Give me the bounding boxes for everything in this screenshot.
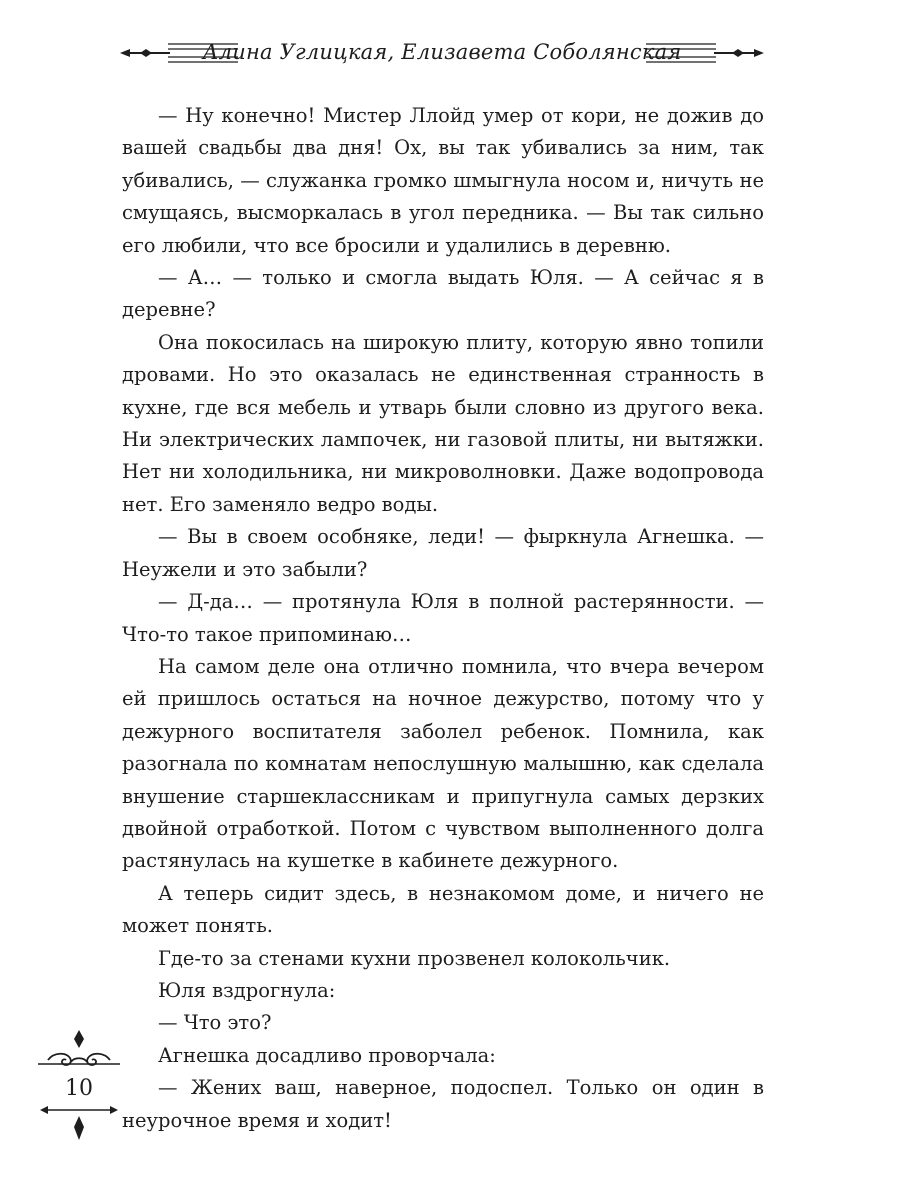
running-title: Алина Углицкая, Елизавета Соболянская (202, 40, 682, 64)
paragraph: — А… — только и смогла выдать Юля. — А сейчас я в деревне? (122, 266, 764, 322)
running-header (118, 30, 766, 78)
paragraph: Она покосилась на широкую плиту, которую явно топили дровами. Но это оказалась не единственная странность в кухне, где вся мебель и утварь были словно из другого века. Ни электрических лампочек, ни газовой плиты, ни вытяжки. Нет ни холодильника, ни микроволновки. Даже водопровода нет. Его заменяло ведро воды. (122, 330, 764, 516)
paragraph: — Что это? (158, 1011, 272, 1035)
paragraph: Агнешка досадливо проворчала: (158, 1043, 496, 1067)
paragraph: — Ну конечно! Мистер Ллойд умер от кори, не дожив до вашей свадьбы два дня! Ох, вы так убивались за ним, так убивались, — служанка громко шмыгнула носом и, ничуть не смущаясь, высморкалась в угол передника. — Вы так сильно его любили, что все бросили и удалились в деревню. (122, 104, 764, 257)
paragraph: — Вы в своем особняке, леди! — фыркнула Агнешка. — Неужели и это забыли? (122, 525, 764, 581)
page-folio (38, 1030, 120, 1142)
arrow-line-ornament-icon (646, 40, 766, 70)
paragraph: Где-то за стенами кухни прозвенел колокольчик. (158, 946, 671, 970)
page-number: 10 (65, 1076, 93, 1101)
paragraph: На самом деле она отлично помнила, что вчера вечером ей пришлось остаться на ночное дежурство, потому что у дежурного воспитателя заболел ребенок. Помнила, как разогнала по комнатам непослушную малышню, как сделала внушение старшеклассникам и припугнула самых дерзких двойной отработкой. Потом с чувством выполненного долга растянулась на кушетке в кабинете дежурного. (122, 654, 764, 873)
body-text (122, 100, 764, 1137)
paragraph: А теперь сидит здесь, в незнакомом доме, и ничего не может понять. (122, 881, 764, 938)
paragraph: — Жених ваш, наверное, подоспел. Только он один в неурочное время и ходит! (122, 1076, 764, 1132)
paragraph: Юля вздрогнула: (158, 978, 336, 1002)
paragraph: — Д-да… — протянула Юля в полной растерянности. — Что-то такое припоминаю… (122, 590, 764, 646)
